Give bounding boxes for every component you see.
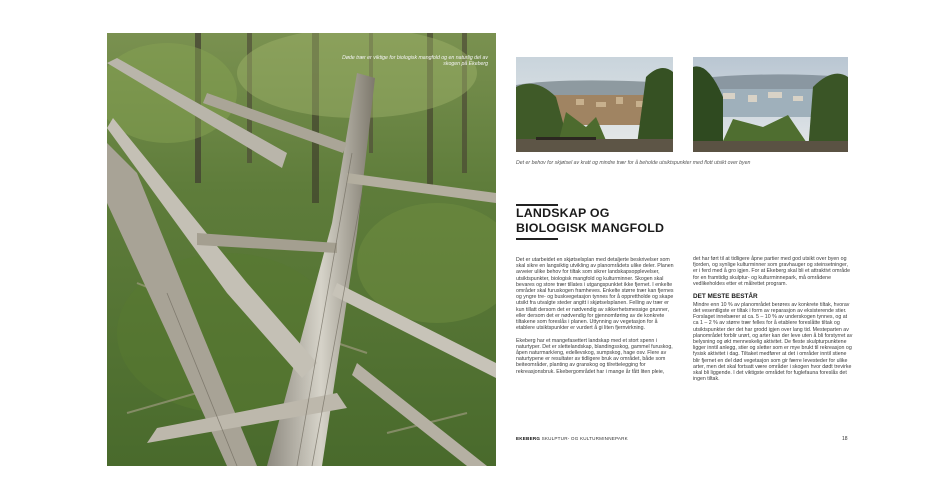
paragraph: det har ført til at tidligere åpne partier med god utsikt over byen og fjorden, og synlige kulturminner som gravhauger og steinsetninger, er i ferd med å gro igjen. For at Ekeberg skal bli et attraktivt område for en framtidig skulptur- og kulturminnepark, må områdene vedlikeholdes etter et målrettet program. (693, 256, 850, 287)
footer-text: SKULPTUR- OG KULTURMINNEPARK (541, 436, 628, 441)
city-view-photo-2 (693, 57, 848, 152)
page-footer (516, 436, 628, 441)
paragraph: Mindre enn 10 % av planområdet berøres av konkrete tiltak, hvorav det vesentligste er tiltak i form av reparasjon av eksisterende stier. Forslaget innebærer at ca. 5 – 10 % av underskogen tynnes, og at ca 1 – 2 % av større trær felles for å etablere foreslåtte tiltak og utsiktspunkter der det har grodd igjen over lang tid. Mesteparten av planområdet forblir urørt, og arter kan der leve uten å bli forstyrret av belysning og økt menneskelig aktivitet. De fleste skulpturpunktene ligger inntil anlegg, stier og sletter som er mye brukt til rekreasjon og fysisk aktivitet i dag. Tiltaket medfører at det i områder inntil stiene blir fjernet en del død vegetasjon som gir færre levesteder for ulike arter, men det skal fortsatt være områder i skogen hvor dødt trevirke skal bli liggende. I det viktigste området for fuglefauna foreslås det ingen tiltak. (693, 301, 853, 383)
city-view-photo-1 (516, 57, 673, 152)
subheading: DET MESTE BESTÅR (693, 293, 758, 301)
page-heading (516, 206, 716, 236)
fallen-trees-photo (107, 33, 496, 466)
page-number: 18 (842, 436, 848, 442)
body-column-2 (693, 256, 853, 389)
body-column-1 (516, 257, 676, 381)
paragraph: Ekeberg har et mangefasettert landskap med et stort spenn i naturtyper. Det er slettelandskap, blandingsskog, gammel furuskog, åpen naturmark/eng, edellevskog, sumpskog, hage osv. Flere av naturtypene er resultater av tidligere bruk av området, både som beiteområder, planting av granskog og tilrettelegging for rekreasjonsbruk. Ekebergområdet har i mange år fått liten pleie, (516, 337, 673, 375)
heading-rule-bottom (516, 238, 558, 240)
paragraph: Det er utarbeidet en skjøtselsplan med detaljerte beskrivelser som skal sikre en langsiktig utvikling av planområdets ulike deler. Planen avveier ulike behov for tiltak som sikrer landskapsopplevelser, utsiktspunkter, biologisk mangfold og kulturminner. Skogen skal bevares og store trær tillates i utgangspunktet ikke fjernet. I enkelte områder skal furuskogen framheves. Enkelte større trær kan fjernes og yngre tre- og buskvegetasjon tynnes for å opprettholde og skape utsikt fra utvalgte steder angitt i skjøtselsplanen. Felling av trær er kun tillatt dersom det er nødvendig av sikkerhetsmessige grunner, eller dersom det er nødvendig for gjennomføring av de konkrete tiltakene som foreslås i planen. Uttynning av vegetasjon for å etablere utsiktspunkter er vurdert å gi liten fjernvirkning. (516, 257, 674, 332)
footer-brand: EKEBERG (516, 436, 541, 441)
heading-line-1: LANDSKAP OG (516, 206, 610, 220)
heading-line-2: BIOLOGISK MANGFOLD (516, 221, 665, 235)
photo-caption: Døde trær er viktige for biologisk mangfold og en naturlig del av skogen på Ekeberg (342, 55, 488, 68)
photo-caption-right: Det er behov for skjøtsel av kratt og mindre trær for å beholde utsiktspunkter med flott utsikt over byen (516, 160, 751, 166)
